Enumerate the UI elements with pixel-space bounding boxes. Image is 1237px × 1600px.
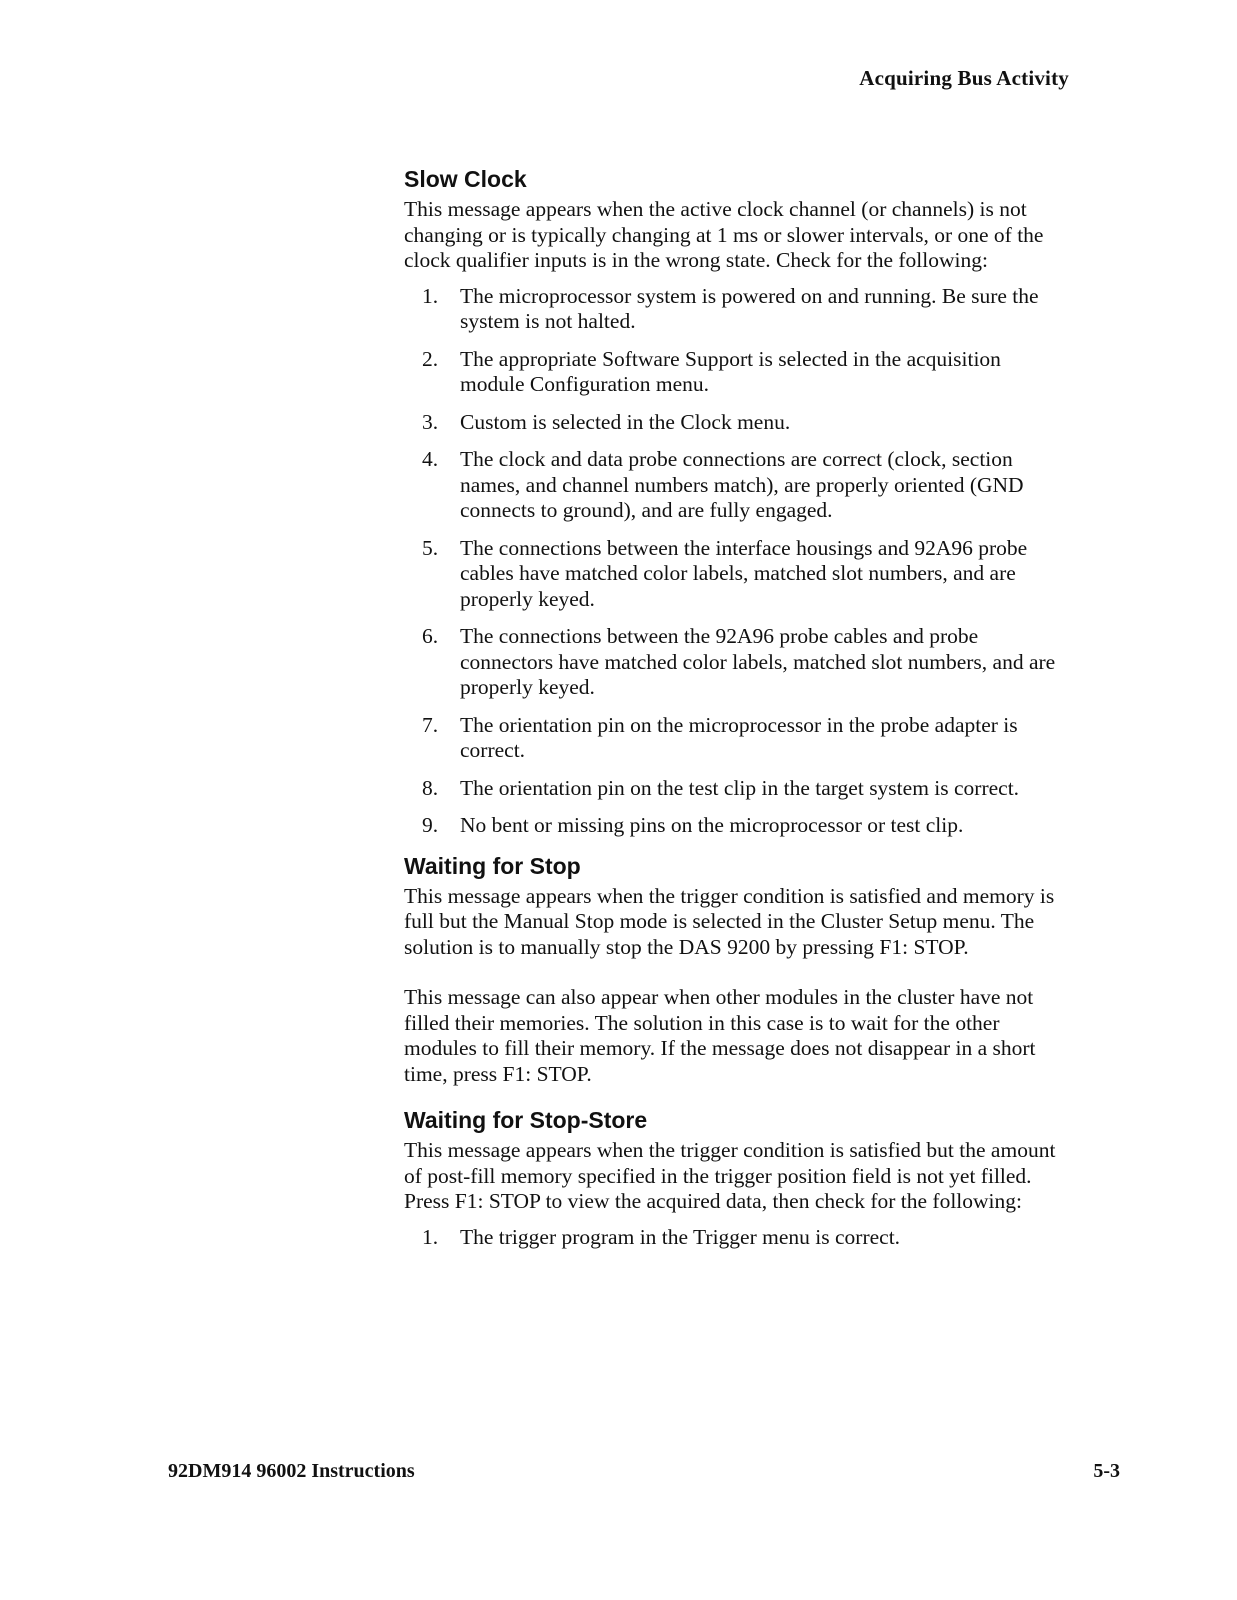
list-number: 2. xyxy=(422,346,439,371)
list-item xyxy=(404,347,1069,398)
paragraph: This message appears when the active clock channel (or channels) is not changing or is typically changing at 1 ms or slower intervals, or one of the clock qualifier inputs is in the wrong state. Check for the following: xyxy=(404,197,1044,272)
list-item-text: The microprocessor system is powered on and running. Be sure the system is not halted. xyxy=(460,283,1039,333)
running-head: Acquiring Bus Activity xyxy=(859,66,1069,90)
list-item xyxy=(404,447,1069,524)
list-number: 1. xyxy=(422,1224,439,1249)
paragraph: This message appears when the trigger condition is satisfied but the amount of post-fill memory specified in the trigger position field is not yet filled. Press F1: STOP to view the acquired data, then check for the following: xyxy=(404,1138,1056,1213)
list-item xyxy=(404,776,1069,802)
page-body xyxy=(404,164,1069,1264)
paragraph: This message appears when the trigger condition is satisfied and memory is full but the Manual Stop mode is selected in the Cluster Setup menu. The solution is to manually stop the DAS 9200 by pressing F1: STOP. xyxy=(404,883,1055,959)
list-item-text: The orientation pin on the test clip in the target system is correct. xyxy=(460,775,1020,800)
list-number: 1. xyxy=(422,283,439,308)
list-item-text: The appropriate Software Support is selected in the acquisition module Configuration menu. xyxy=(460,346,1001,396)
footer-document-title: 92DM914 96002 Instructions xyxy=(168,1460,415,1482)
section-slow-clock xyxy=(404,164,1069,839)
list-item-text: The clock and data probe connections are correct (clock, section names, and channel numbers match), are properly oriented (GND connects to ground), and are fully engaged. xyxy=(460,447,1024,522)
list-number: 4. xyxy=(422,447,439,471)
section-heading: Waiting for Stop xyxy=(404,852,581,879)
checklist xyxy=(404,1225,1069,1251)
list-number: 3. xyxy=(422,409,439,434)
list-item-text: Custom is selected in the Clock menu. xyxy=(460,409,791,434)
footer-page-number: 5-3 xyxy=(1093,1460,1120,1482)
list-number: 9. xyxy=(422,813,439,837)
list-item xyxy=(404,410,1069,436)
list-number: 6. xyxy=(422,624,439,648)
list-item xyxy=(404,624,1069,701)
list-item xyxy=(404,813,1069,839)
paragraph: This message can also appear when other modules in the cluster have not filled their memories. The solution in this case is to wait for the other modules to fill their memory. If the message does not disappear in a short time, press F1: STOP. xyxy=(404,985,1036,1086)
list-number: 5. xyxy=(422,535,439,560)
list-item-text: The connections between the 92A96 probe cables and probe connectors have matched color labels, matched slot numbers, and are properly keyed. xyxy=(460,624,1056,699)
list-item xyxy=(404,1225,1069,1251)
list-item-text: No bent or missing pins on the microprocessor or test clip. xyxy=(460,813,964,837)
list-item xyxy=(404,536,1069,613)
list-item-text: The trigger program in the Trigger menu is correct. xyxy=(460,1224,901,1249)
list-item xyxy=(404,713,1069,764)
list-number: 7. xyxy=(422,712,439,737)
section-waiting-for-stop xyxy=(404,851,1069,1088)
list-item-text: The orientation pin on the microprocessor in the probe adapter is correct. xyxy=(460,712,1018,762)
list-item-text: The connections between the interface housings and 92A96 probe cables have matched color labels, matched slot numbers, and are properly keyed. xyxy=(460,535,1028,611)
list-number: 8. xyxy=(422,775,439,800)
list-item xyxy=(404,284,1069,335)
section-heading: Slow Clock xyxy=(404,166,527,192)
section-heading: Waiting for Stop-Store xyxy=(404,1107,648,1133)
section-waiting-for-stop-store xyxy=(404,1105,1069,1250)
checklist xyxy=(404,284,1069,839)
